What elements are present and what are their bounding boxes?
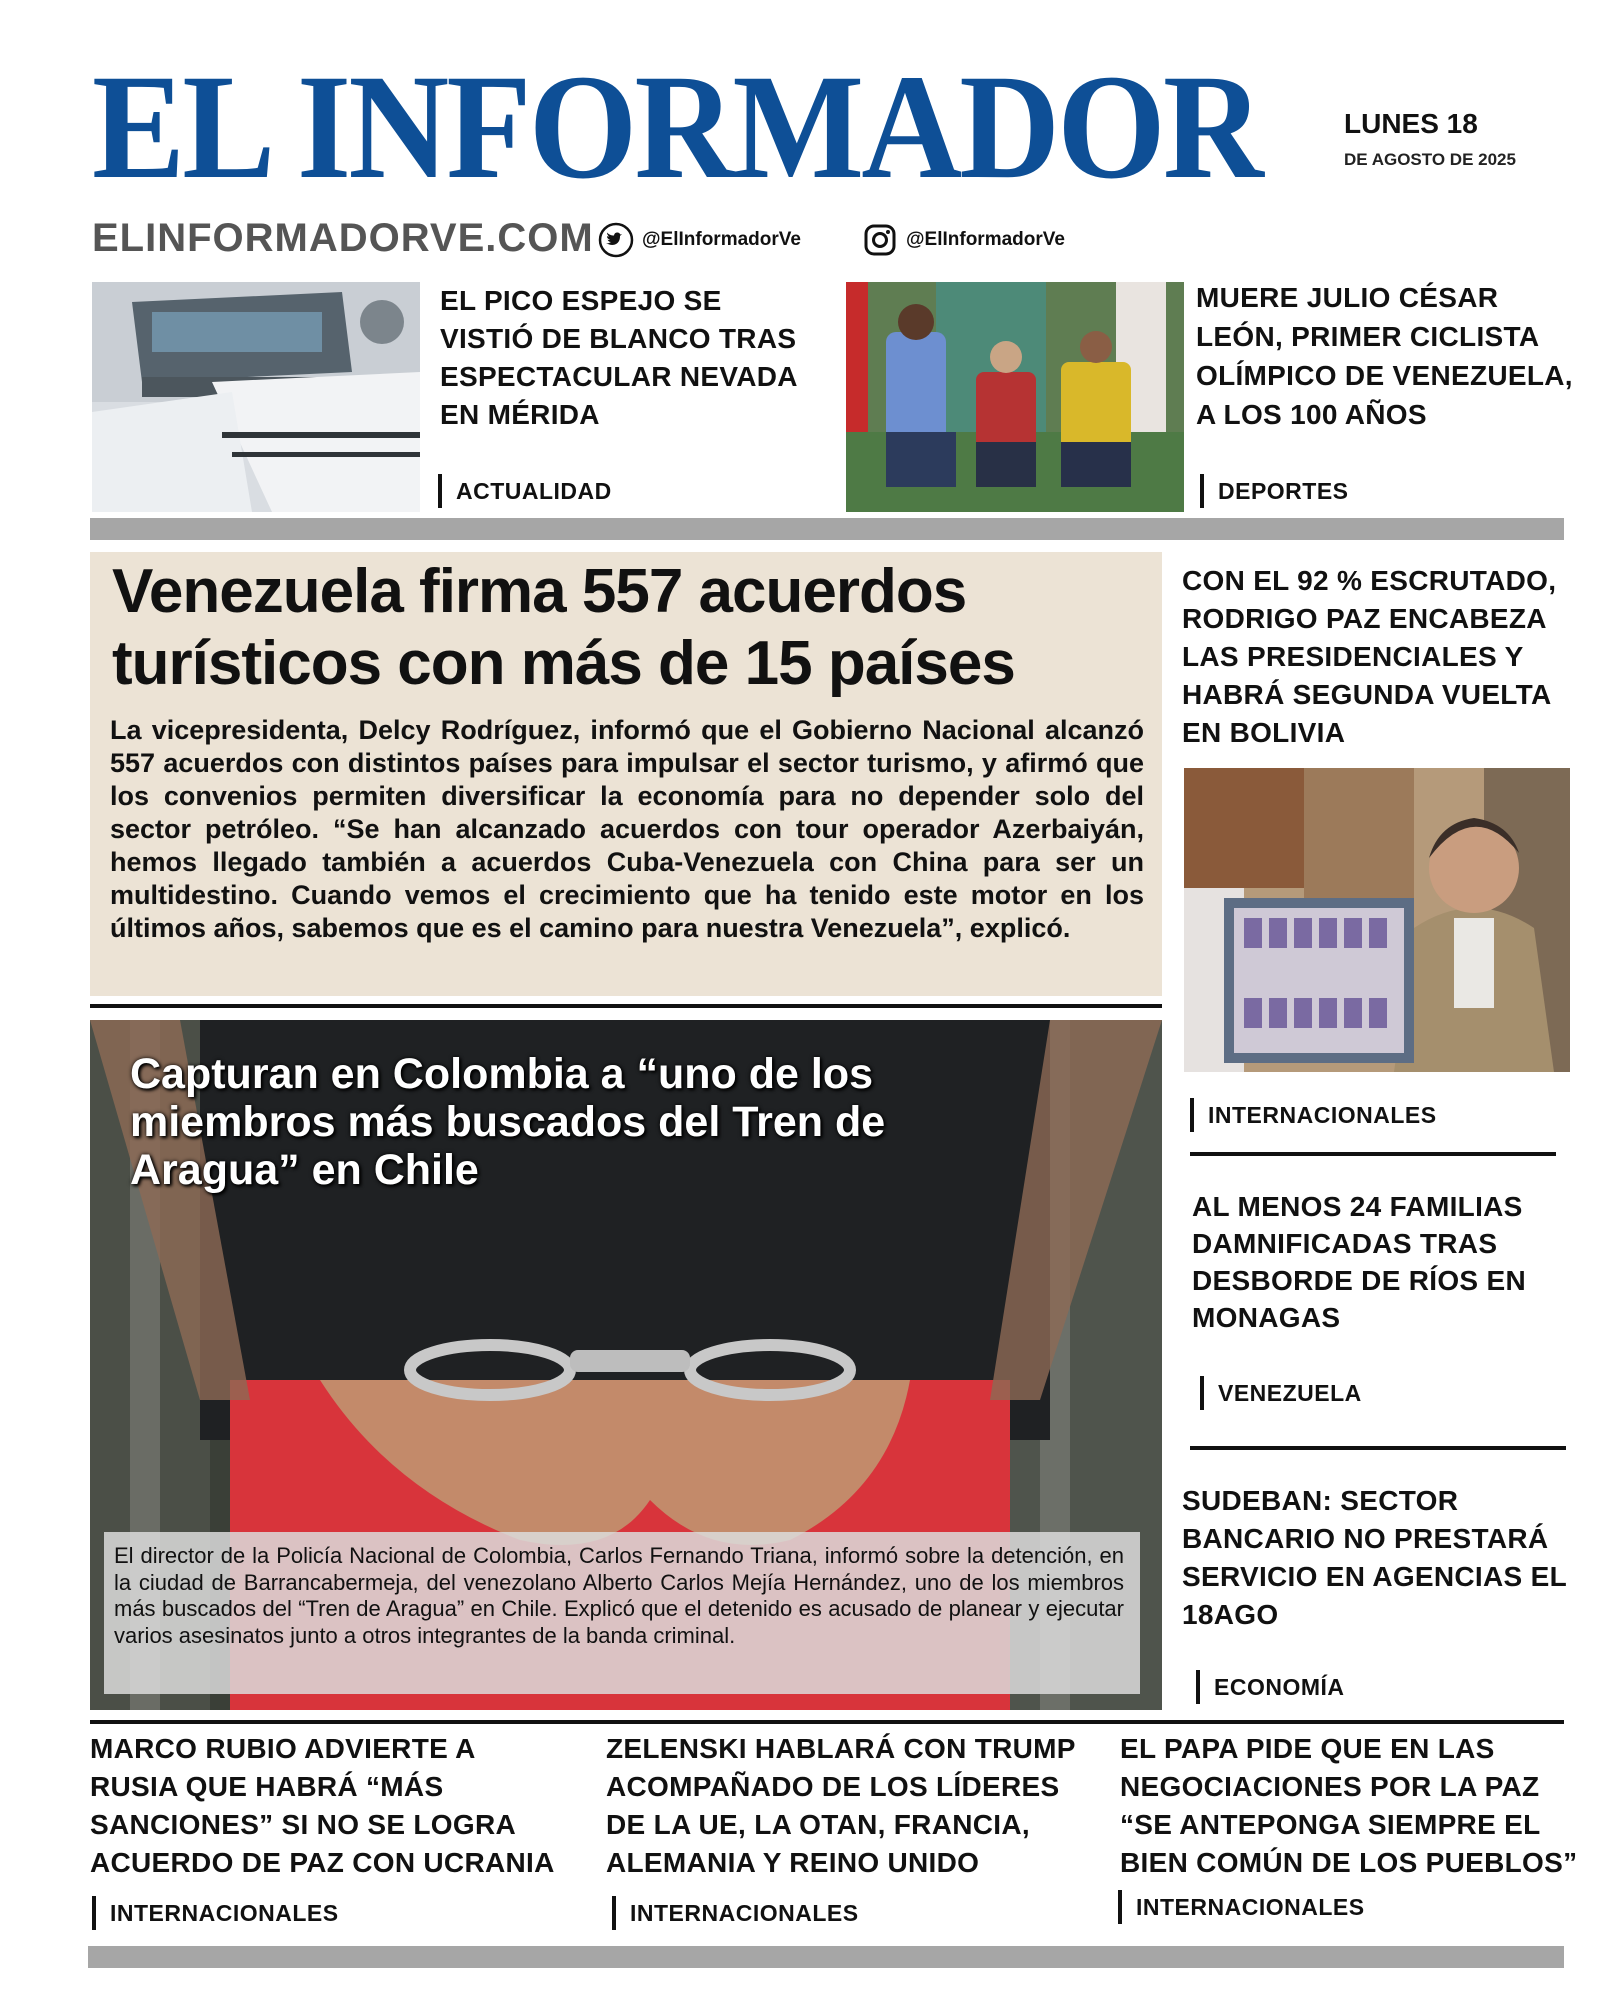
twitter-link[interactable] (598, 220, 801, 260)
section-label: INTERNACIONALES (1208, 1101, 1437, 1128)
sidebar-story-2-headline[interactable]: AL MENOS 24 FAMILIAS DAMNIFICADAS TRAS DESBORDE DE RÍOS EN MONAGAS (1192, 1191, 1526, 1333)
sidebar-story-1-headline[interactable]: CON EL 92 % ESCRUTADO, RODRIGO PAZ ENCABEZA LAS PRESIDENCIALES Y HABRÁ SEGUNDA VUELTA EN BOLIVIA (1182, 565, 1557, 748)
sidebar-divider (1190, 1152, 1556, 1156)
sidebar-story-1-section[interactable] (1190, 1098, 1437, 1132)
sidebar-story-3-headline[interactable]: SUDEBAN: SECTOR BANCARIO NO PRESTARÁ SERVICIO EN AGENCIAS EL 18AGO (1182, 1485, 1567, 1630)
top-story-1-section[interactable] (438, 474, 612, 508)
sidebar-story-2-section[interactable] (1200, 1376, 1362, 1410)
section-marker (438, 474, 442, 508)
section-marker (1200, 1376, 1204, 1410)
section-marker (1196, 1670, 1200, 1704)
julio-cesar-leon-photo[interactable] (846, 282, 1184, 512)
bottom-story-1-headline[interactable]: MARCO RUBIO ADVIERTE A RUSIA QUE HABRÁ “MÁS SANCIONES” SI NO SE LOGRA ACUERDO DE PAZ CON UCRANIA (90, 1733, 555, 1878)
section-label: DEPORTES (1218, 477, 1349, 504)
section-label: INTERNACIONALES (1136, 1893, 1365, 1920)
lead-story-headline[interactable]: Venezuela firma 557 acuerdos turísticos con más de 15 países (112, 557, 1015, 698)
top-story-2-section[interactable] (1200, 474, 1349, 508)
feature-story-caption: El director de la Policía Nacional de Colombia, Carlos Fernando Triana, informó sobre la detención, en la ciudad de Barrancabermeja, del venezolano Alberto Carlos Mejía Hernández, uno de los miembros más buscados del “Tren de Aragua” en Chile. Explicó que el detenido es acusado de planear y ejecutar varios asesinatos junto a otros integrantes de la banda criminal. (114, 1543, 1124, 1648)
section-divider (90, 518, 1564, 540)
sidebar-divider (1190, 1446, 1566, 1450)
section-label: ECONOMÍA (1214, 1673, 1345, 1700)
bottom-story-3-section[interactable] (1118, 1890, 1365, 1924)
site-url[interactable]: ELINFORMADORVE.COM (92, 216, 594, 260)
instagram-icon (862, 222, 898, 258)
masthead-title: EL INFORMADOR (92, 44, 1261, 210)
section-marker (1190, 1098, 1194, 1132)
issue-date: DE AGOSTO DE 2025 (1344, 150, 1516, 169)
sidebar-story-3-section[interactable] (1196, 1670, 1345, 1704)
feature-story-headline[interactable]: Capturan en Colombia a “uno de los miembros más buscados del Tren de Aragua” en Chile (130, 1050, 886, 1194)
section-marker (92, 1896, 96, 1930)
section-label: ACTUALIDAD (456, 477, 612, 504)
section-label: INTERNACIONALES (630, 1899, 859, 1926)
top-story-2-headline[interactable]: MUERE JULIO CÉSAR LEÓN, PRIMER CICLISTA OLÍMPICO DE VENEZUELA, A LOS 100 AÑOS (1196, 282, 1573, 430)
issue-day: LUNES 18 (1344, 108, 1478, 139)
lead-story-body: La vicepresidenta, Delcy Rodríguez, informó que el Gobierno Nacional alcanzó 557 acuerdos con distintos países para impulsar el sector turismo, y afirmó que los convenios permiten diversificar la economía para no depender solo del sector petróleo. “Se han alcanzado acuerdos con tour operador Azerbaiyán, hemos llegado también a acuerdos Cuba-Venezuela con China para ser un multidestino. Cuando vemos el crecimiento que ha tenido este motor en los últimos años, sabemos que es el camino para nuestra Venezuela”, explicó. (110, 715, 1144, 943)
section-marker (612, 1896, 616, 1930)
bottom-divider (90, 1720, 1564, 1724)
instagram-handle: @ElInformadorVe (906, 229, 1065, 250)
twitter-handle: @ElInformadorVe (642, 229, 801, 250)
instagram-link[interactable] (862, 220, 1065, 260)
section-label: VENEZUELA (1218, 1379, 1362, 1406)
bottom-story-3-headline[interactable]: EL PAPA PIDE QUE EN LAS NEGOCIACIONES POR LA PAZ “SE ANTEPONGA SIEMPRE EL BIEN COMÚN DE LOS PUEBLOS” (1120, 1733, 1578, 1878)
twitter-icon (598, 222, 634, 258)
rodrigo-paz-photo[interactable] (1184, 768, 1570, 1072)
section-label: INTERNACIONALES (110, 1899, 339, 1926)
top-story-1-headline[interactable]: EL PICO ESPEJO SE VISTIÓ DE BLANCO TRAS ESPECTACULAR NEVADA EN MÉRIDA (440, 285, 797, 430)
bottom-story-2-section[interactable] (612, 1896, 859, 1930)
lead-divider (90, 1004, 1162, 1008)
bottom-story-2-headline[interactable]: ZELENSKI HABLARÁ CON TRUMP ACOMPAÑADO DE LOS LÍDERES DE LA UE, LA OTAN, FRANCIA, ALEMANIA Y REINO UNIDO (606, 1733, 1076, 1878)
footer-rule (88, 1946, 1564, 1968)
bottom-story-1-section[interactable] (92, 1896, 339, 1930)
pico-espejo-photo[interactable] (92, 282, 420, 512)
section-marker (1118, 1890, 1122, 1924)
section-marker (1200, 474, 1204, 508)
